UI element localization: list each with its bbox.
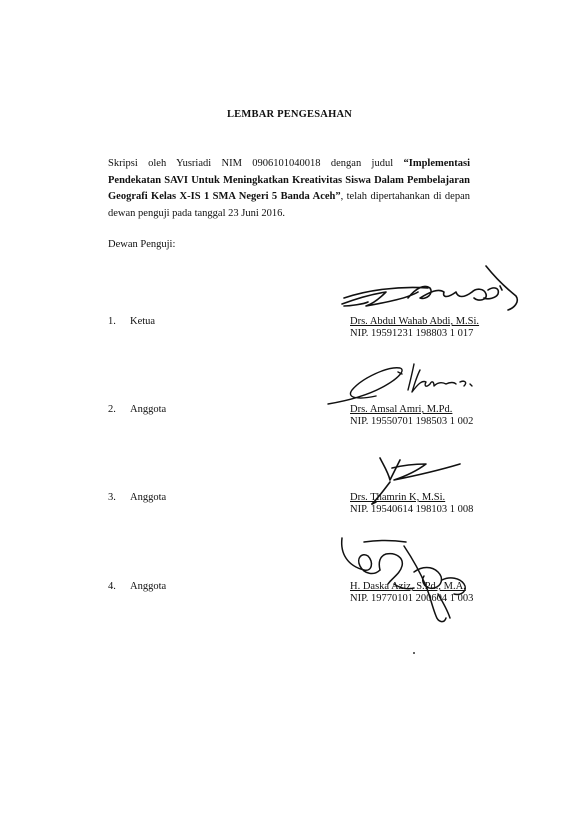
paragraph-intro: Skripsi oleh Yusriadi NIM 0906101040018 dengan judul	[108, 158, 404, 169]
examiner-number: 3.	[108, 492, 116, 503]
ink-dot	[413, 652, 415, 654]
examiner-row-3	[0, 492, 579, 532]
examiner-name: H. Daska Aziz, S.Pd., M.A.	[350, 581, 466, 592]
examiners-label: Dewan Penguji:	[108, 239, 176, 250]
examiner-nip: NIP. 19550701 198503 1 002	[350, 416, 474, 427]
examiner-name: Drs. Amsal Amri, M.Pd.	[350, 404, 453, 415]
examiner-name: Drs. Abdul Wahab Abdi, M.Si.	[350, 316, 480, 327]
approval-paragraph	[108, 156, 470, 222]
signature-1	[338, 258, 528, 320]
signature-4	[334, 532, 484, 628]
examiner-number: 4.	[108, 581, 116, 592]
thesis-title: “Implementasi Pendekatan SAVI Untuk Meningkatkan Kreativitas Siswa Dalam Pembelajaran Geografi Kelas X-IS 1 SMA Negeri 5 Banda Aceh”	[108, 158, 470, 202]
paragraph-outro: , telah dipertahankan di depan dewan penguji pada tanggal 23 Juni 2016.	[108, 191, 470, 219]
examiner-role: Ketua	[130, 316, 156, 327]
page-title: LEMBAR PENGESAHAN	[226, 109, 353, 120]
examiner-name: Drs. Thamrin K, M.Si.	[350, 492, 446, 503]
signature-3	[360, 452, 470, 508]
examiner-row-1	[0, 316, 579, 356]
examiner-nip: NIP. 19770101 200604 1 003	[350, 593, 474, 604]
examiner-nip: NIP. 19540614 198103 1 008	[350, 504, 474, 515]
examiner-nip: NIP. 19591231 198803 1 017	[350, 328, 474, 339]
examiner-number: 1.	[108, 316, 116, 327]
examiner-role: Anggota	[130, 581, 167, 592]
examiner-row-4	[0, 581, 579, 621]
examiner-number: 2.	[108, 404, 116, 415]
signature-2	[322, 360, 482, 410]
examiner-role: Anggota	[130, 492, 167, 503]
examiner-row-2	[0, 404, 579, 444]
examiner-role: Anggota	[130, 404, 167, 415]
